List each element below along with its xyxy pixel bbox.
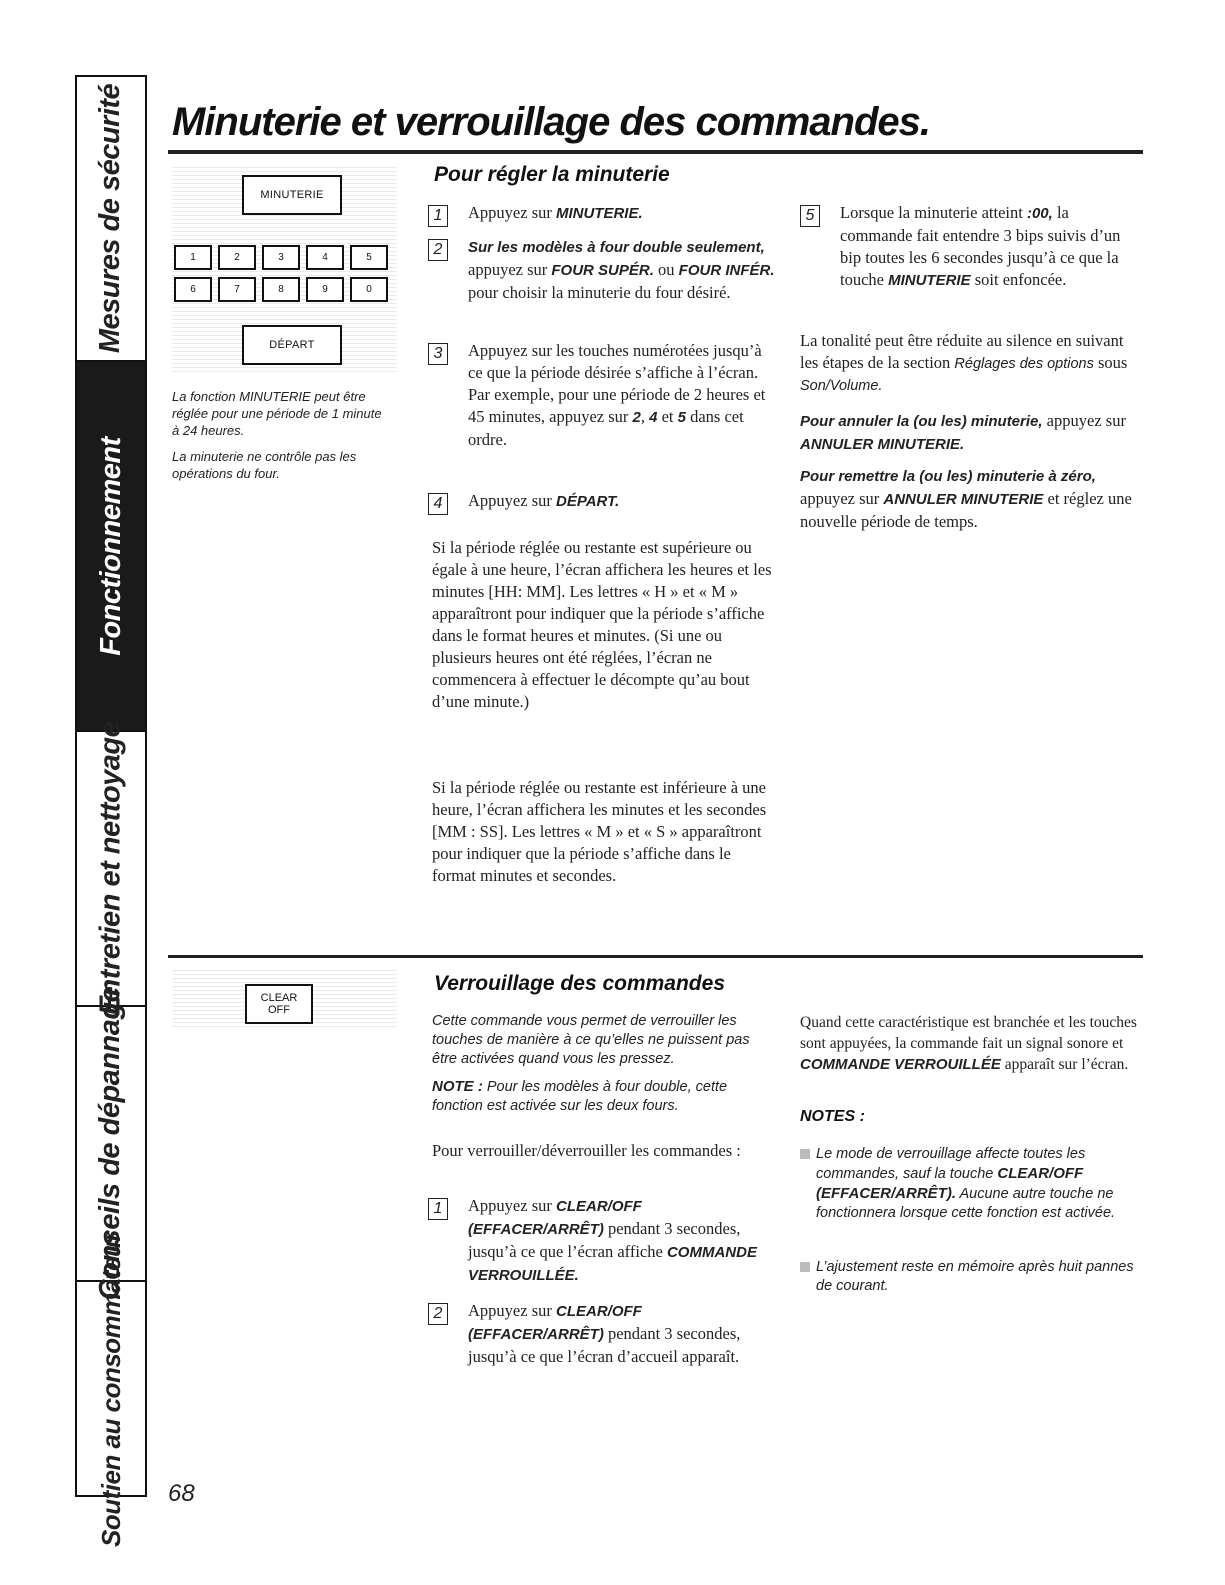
keypad-caption-1: La fonction MINUTERIE peut être réglée pour une période de 1 minute à 24 heures.	[172, 389, 382, 438]
depart-key: DÉPART	[242, 325, 342, 365]
section-divider	[168, 955, 1143, 958]
key-6: 6	[174, 277, 212, 302]
key-2: 2	[218, 245, 256, 270]
lock-note: NOTE : Pour les modèles à four double, cette fonction est activée sur les deux fours.	[432, 1078, 728, 1114]
lock-step-1: 1 Appuyez sur CLEAR/OFF (EFFACER/ARRÊT) pendant 3 secondes, jusqu’à ce que l’écran affiche COMMANDE VERROUILLÉE.	[428, 1195, 778, 1287]
title-divider	[168, 150, 1143, 154]
lock-instruction: Pour verrouiller/déverrouiller les commandes :	[432, 1141, 741, 1160]
lock-step-2: 2 Appuyez sur CLEAR/OFF (EFFACER/ARRÊT) pendant 3 secondes, jusqu’à ce que l’écran d’accueil apparaît.	[428, 1300, 778, 1368]
key-8: 8	[262, 277, 300, 302]
lock-heading: Verrouillage des commandes	[434, 972, 725, 995]
key-7: 7	[218, 277, 256, 302]
lock-note-2: L’ajustement reste en mémoire après huit pannes de courant.	[800, 1258, 1140, 1296]
timer-step-4: 4 Appuyez sur DÉPART.	[428, 490, 778, 515]
timer-silence-paragraph: La tonalité peut être réduite au silence en suivant les étapes de la section Réglages des options sous Son/Volume.	[800, 331, 1128, 394]
minuterie-key: MINUTERIE	[242, 175, 342, 215]
timer-cancel-paragraph: Pour annuler la (ou les) minuterie, appuyez sur ANNULER MINUTERIE.	[800, 411, 1126, 453]
clear-off-key-illustration	[172, 970, 397, 1030]
clear-off-key: CLEAR OFF	[245, 984, 313, 1024]
bullet-icon	[800, 1262, 810, 1272]
key-1: 1	[174, 245, 212, 270]
key-0: 0	[350, 277, 388, 302]
page-number: 68	[168, 1480, 195, 1507]
bullet-icon	[800, 1149, 810, 1159]
lock-feature-paragraph: Quand cette caractéristique est branchée et les touches sont appuyées, la commande fait un signal sonore et COMMANDE VERROUILLÉE apparaît sur l’écran.	[800, 1014, 1137, 1073]
tab-conseils-de-depannage[interactable]: Conseils de dépannage	[77, 1007, 145, 1282]
key-3: 3	[262, 245, 300, 270]
key-9: 9	[306, 277, 344, 302]
key-4: 4	[306, 245, 344, 270]
timer-step-1: 1 Appuyez sur MINUTERIE.	[428, 202, 778, 227]
timer-step-3: 3 Appuyez sur les touches numérotées jusqu’à ce que la période désirée s’affiche à l’écran. Par exemple, pour une période de 2 heures et 45 minutes, appuyez sur 2, 4 et 5 dans cet ordre.	[428, 340, 778, 451]
lock-intro: Cette commande vous permet de verrouiller les touches de manière à ce qu’elles ne puissent pas être activées quand vous les pressez.	[432, 1013, 750, 1067]
tab-fonctionnement[interactable]: Fonctionnement	[77, 362, 145, 732]
lock-notes-label: NOTES :	[800, 1108, 865, 1125]
timer-paragraph-hours: Si la période réglée ou restante est supérieure ou égale à une heure, l’écran affichera les heures et les minutes [HH: MM]. Les lettres « H » et « M » apparaîtront pour indiquer que la période s’affiche dans le format heures et minutes. (Si une ou plusieurs heures ont été réglées, l’écran ne commencera à effectuer le décompte qu’au bout d’une minute.)	[432, 538, 772, 711]
tab-soutien-au-consommateur[interactable]: Soutien au consommateur	[95, 1232, 126, 1547]
tab-mesures-de-securite[interactable]: Mesures de sécurité	[77, 77, 145, 362]
timer-heading: Pour régler la minuterie	[434, 163, 670, 186]
page-title: Minuterie et verrouillage des commandes.	[172, 100, 931, 144]
timer-paragraph-minutes: Si la période réglée ou restante est inférieure à une heure, l’écran affichera les minutes et les secondes [MM : SS]. Les lettres « M » et « S » apparaîtront pour indiquer que la période s’affiche dans le format minutes et secondes.	[432, 778, 767, 885]
keypad-caption-2: La minuterie ne contrôle pas les opérations du four.	[172, 449, 357, 481]
key-5: 5	[350, 245, 388, 270]
side-navigation	[75, 75, 147, 1547]
timer-reset-paragraph: Pour remettre la (ou les) minuterie à zéro, appuyez sur ANNULER MINUTERIE et réglez une nouvelle période de temps.	[800, 468, 1132, 531]
timer-step-2: 2 Sur les modèles à four double seulement, appuyez sur FOUR SUPÉR. ou FOUR INFÉR. pour choisir la minuterie du four désiré.	[428, 236, 778, 304]
lock-note-1: Le mode de verrouillage affecte toutes les commandes, sauf la touche CLEAR/OFF (EFFACER/ARRÊT). Aucune autre touche ne fonctionnera lorsque cette fonction est activée.	[800, 1145, 1140, 1223]
tab-entretien-et-nettoyage[interactable]: Entretien et nettoyage	[77, 732, 145, 1007]
keypad-illustration	[172, 165, 397, 375]
timer-step-5: 5 Lorsque la minuterie atteint :00, la commande fait entendre 3 bips suivis d’un bip toutes les 6 secondes jusqu’à ce que la touche MINUTERIE soit enfoncée.	[800, 202, 1145, 292]
